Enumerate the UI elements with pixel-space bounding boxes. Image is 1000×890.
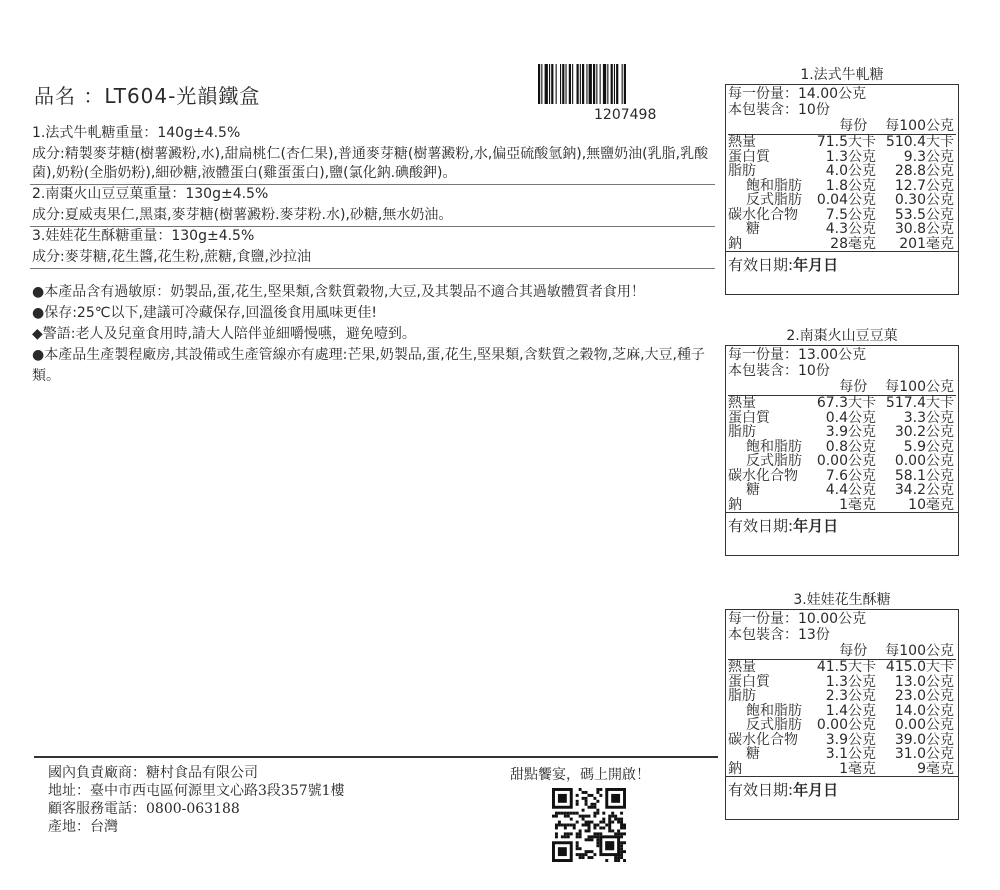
nutrition-row xyxy=(728,425,956,440)
nutrient-name: 脂肪 xyxy=(728,688,756,704)
value-per-100g: 58.1公克 xyxy=(894,467,954,484)
nutrient-name: 鈉 xyxy=(728,496,742,513)
value-per-100g: 415.0大卡 xyxy=(885,659,954,675)
col-per-100g: 每100公克 xyxy=(885,379,954,395)
value-per-serving: 1.4公克 xyxy=(825,702,876,719)
ingredients-section xyxy=(30,124,715,269)
value-per-serving: 28毫克 xyxy=(830,235,876,252)
nutrition-row xyxy=(728,762,956,777)
col-per-100g: 每100公克 xyxy=(885,118,954,134)
expiry-label: 有效日期: xyxy=(728,517,794,535)
value-per-serving: 2.3公克 xyxy=(825,688,876,704)
storage-note: ●保存:25℃以下,建議可冷藏保存,回溫後食用風味更佳! xyxy=(32,305,377,321)
value-per-serving: 1毫克 xyxy=(839,496,876,513)
servings-per-pack: 本包裝含：13份 xyxy=(728,627,830,643)
nutrient-name: 熱量 xyxy=(728,134,756,150)
expiry-label: 有效日期: xyxy=(728,256,794,274)
nutrition-row xyxy=(728,483,956,498)
servings-per-pack: 本包裝含：10份 xyxy=(728,102,830,118)
column-header xyxy=(728,643,956,660)
servings-per-pack: 本包裝含：10份 xyxy=(728,363,830,379)
allergen-note: ●本產品含有過敏原：奶製品,蛋,花生,堅果類,含麩質穀物,大豆,及其製品不適合其過敏體質者食用！ xyxy=(32,284,645,300)
nutrient-name: 蛋白質 xyxy=(728,148,770,165)
nutrient-name: 碳水化合物 xyxy=(728,467,798,484)
panel-title: 3.娃娃花生酥糖 xyxy=(793,592,891,608)
qr-code-image xyxy=(552,788,626,862)
value-per-100g: 30.8公克 xyxy=(894,221,954,237)
value-per-100g: 34.2公克 xyxy=(894,482,954,498)
value-per-serving: 1.3公克 xyxy=(825,148,876,165)
value-per-serving: 7.5公克 xyxy=(825,206,876,223)
panel-title: 2.南棗火山豆豆菓 xyxy=(786,328,898,344)
nutrition-rows xyxy=(728,660,956,776)
qr-slogan: 甜點饗宴，碼上開啟！ xyxy=(510,767,650,783)
value-per-100g: 12.7公克 xyxy=(894,177,954,194)
nutrient-name: 碳水化合物 xyxy=(728,731,798,748)
value-per-serving: 0.8公克 xyxy=(825,438,876,455)
nutrition-row xyxy=(728,411,956,426)
nutrition-row xyxy=(728,454,956,469)
column-header xyxy=(728,379,956,396)
value-per-100g: 9.3公克 xyxy=(903,148,954,165)
nutrient-name: 糖 xyxy=(746,221,760,237)
origin: 產地：台灣 xyxy=(48,819,118,835)
nutrition-row xyxy=(728,747,956,762)
nutrition-row xyxy=(728,704,956,719)
nutrition-rows xyxy=(728,135,956,251)
nutrition-row xyxy=(728,193,956,208)
ingredient-text: 成分:夏威夷果仁,黑棗,麥芽糖(樹薯澱粉.麥芽粉.水),砂糖,無水奶油。 xyxy=(32,207,453,223)
value-per-serving: 41.5大卡 xyxy=(816,659,876,675)
serving-box xyxy=(725,609,959,777)
serving-size: 每一份量：10.00公克 xyxy=(728,611,867,627)
nutrient-name: 鈉 xyxy=(728,760,742,777)
serving-box xyxy=(725,84,959,252)
nutrient-name: 飽和脂肪 xyxy=(746,438,802,455)
column-header xyxy=(728,118,956,135)
nutrient-name: 蛋白質 xyxy=(728,409,770,426)
value-per-serving: 71.5大卡 xyxy=(816,134,876,150)
nutrition-row xyxy=(728,469,956,484)
value-per-100g: 30.2公克 xyxy=(894,424,954,440)
manufacturer-name: 國內負責廠商：糖村食品有限公司 xyxy=(48,765,258,781)
value-per-serving: 7.6公克 xyxy=(825,467,876,484)
nutrition-row xyxy=(728,179,956,194)
value-per-100g: 39.0公克 xyxy=(894,731,954,748)
facility-note: ●本產品生產製程廠房,其設備或生產管線亦有處理:芒果,奶製品,蛋,花生,堅果類,含麩質之穀物,芝麻,大豆,種子類。 xyxy=(32,347,705,384)
ingredient-block-nougat xyxy=(30,124,715,185)
ingredient-block-peanut-candy xyxy=(30,227,715,269)
ingredient-block-date-nut xyxy=(30,185,715,227)
nutrition-row xyxy=(728,675,956,690)
nutrient-name: 反式脂肪 xyxy=(746,453,802,469)
nutrition-row xyxy=(728,440,956,455)
value-per-serving: 0.04公克 xyxy=(816,192,876,208)
nutrient-name: 飽和脂肪 xyxy=(746,177,802,194)
nutrition-row xyxy=(728,660,956,675)
nutrition-row xyxy=(728,237,956,252)
nutrient-name: 脂肪 xyxy=(728,424,756,440)
nutrient-name: 糖 xyxy=(746,746,760,762)
ingredient-text: 成分:麥芽糖,花生醬,花生粉,蔗糖,食鹽,沙拉油 xyxy=(32,249,311,265)
nutrient-name: 蛋白質 xyxy=(728,673,770,690)
nutrient-name: 反式脂肪 xyxy=(746,717,802,733)
value-per-100g: 201毫克 xyxy=(899,235,954,252)
ingredient-weight: 3.娃娃花生酥糖重量：130g±4.5% xyxy=(32,228,255,244)
nutrition-row xyxy=(728,718,956,733)
value-per-100g: 23.0公克 xyxy=(894,688,954,704)
value-per-serving: 1.8公克 xyxy=(825,177,876,194)
value-per-serving: 0.00公克 xyxy=(816,717,876,733)
manufacturer-info xyxy=(48,764,448,836)
value-per-serving: 67.3大卡 xyxy=(816,395,876,411)
notes-section xyxy=(30,282,720,387)
barcode-number: 1207498 xyxy=(594,107,657,123)
nutrition-panel-date-nut xyxy=(725,327,959,556)
value-per-100g: 510.4大卡 xyxy=(885,134,954,150)
value-per-100g: 517.4大卡 xyxy=(885,395,954,411)
expiry-date xyxy=(725,777,959,820)
nutrition-row xyxy=(728,135,956,150)
col-per-100g: 每100公克 xyxy=(885,643,954,659)
nutrient-name: 反式脂肪 xyxy=(746,192,802,208)
nutrition-row xyxy=(728,208,956,223)
value-per-100g: 0.30公克 xyxy=(894,192,954,208)
value-per-100g: 9毫克 xyxy=(917,760,954,777)
serving-box xyxy=(725,345,959,513)
value-per-serving: 3.1公克 xyxy=(825,746,876,762)
ingredient-text: 成分:精製麥芽糖(樹薯澱粉,水),甜扁桃仁(杏仁果),普通麥芽糖(樹薯澱粉,水,偏亞硫酸氫鈉),無鹽奶油(乳脂,乳酸菌),奶粉(全脂奶粉),細砂糖,液體蛋白(雞蛋蛋白),鹽(氯化鈉.碘酸鉀)。 xyxy=(32,146,709,181)
value-per-serving: 1.3公克 xyxy=(825,673,876,690)
value-per-100g: 13.0公克 xyxy=(894,673,954,690)
ingredient-weight: 2.南棗火山豆豆菓重量：130g±4.5% xyxy=(32,186,269,202)
customer-service-phone: 顧客服務電話：0800-063188 xyxy=(48,801,240,817)
nutrition-row xyxy=(728,498,956,513)
value-per-serving: 3.9公克 xyxy=(825,424,876,440)
nutrient-name: 鈉 xyxy=(728,235,742,252)
nutrition-row xyxy=(728,150,956,165)
value-per-serving: 4.0公克 xyxy=(825,163,876,179)
expiry-date xyxy=(725,513,959,556)
ingredient-weight: 1.法式牛軋糖重量：140g±4.5% xyxy=(32,125,241,141)
warning-note: ◆警語:老人及兒童食用時,請大人陪伴並細嚼慢嚥，避免噎到。 xyxy=(32,326,416,342)
value-per-serving: 4.4公克 xyxy=(825,482,876,498)
nutrition-row xyxy=(728,222,956,237)
value-per-100g: 28.8公克 xyxy=(894,163,954,179)
expiry-date xyxy=(725,252,959,295)
nutrient-name: 飽和脂肪 xyxy=(746,702,802,719)
col-per-serving: 每份 xyxy=(839,643,868,659)
barcode-image xyxy=(538,64,662,104)
value-per-100g: 53.5公克 xyxy=(894,206,954,223)
nutrient-name: 熱量 xyxy=(728,659,756,675)
nutrition-row xyxy=(728,164,956,179)
nutrient-name: 脂肪 xyxy=(728,163,756,179)
nutrition-rows xyxy=(728,396,956,512)
value-per-serving: 0.00公克 xyxy=(816,453,876,469)
manufacturer-address: 地址：臺中市西屯區何源里文心路3段357號1樓 xyxy=(48,783,345,799)
value-per-100g: 0.00公克 xyxy=(894,453,954,469)
value-per-100g: 14.0公克 xyxy=(894,702,954,719)
nutrition-row xyxy=(728,689,956,704)
serving-size: 每一份量：13.00公克 xyxy=(728,347,867,363)
footer-divider xyxy=(34,756,718,758)
value-per-100g: 10毫克 xyxy=(908,496,954,513)
nutrition-panel-peanut-candy xyxy=(725,591,959,820)
value-per-serving: 1毫克 xyxy=(839,760,876,777)
expiry-value: 年月日 xyxy=(793,781,839,799)
value-per-serving: 4.3公克 xyxy=(825,221,876,237)
nutrition-row xyxy=(728,396,956,411)
value-per-100g: 31.0公克 xyxy=(894,746,954,762)
col-per-serving: 每份 xyxy=(839,379,868,395)
value-per-100g: 0.00公克 xyxy=(894,717,954,733)
col-per-serving: 每份 xyxy=(839,118,868,134)
expiry-value: 年月日 xyxy=(793,517,839,535)
value-per-serving: 3.9公克 xyxy=(825,731,876,748)
value-per-100g: 5.9公克 xyxy=(903,438,954,455)
serving-size: 每一份量：14.00公克 xyxy=(728,86,867,102)
nutrient-name: 糖 xyxy=(746,482,760,498)
nutrient-name: 熱量 xyxy=(728,395,756,411)
expiry-value: 年月日 xyxy=(793,256,839,274)
value-per-100g: 3.3公克 xyxy=(903,409,954,426)
expiry-label: 有效日期: xyxy=(728,781,794,799)
nutrient-name: 碳水化合物 xyxy=(728,206,798,223)
value-per-serving: 0.4公克 xyxy=(825,409,876,426)
nutrition-row xyxy=(728,733,956,748)
product-title: 品名 ：LT604-光韻鐵盒 xyxy=(34,84,261,108)
nutrition-panel-nougat xyxy=(725,66,959,295)
panel-title: 1.法式牛軋糖 xyxy=(800,67,884,83)
